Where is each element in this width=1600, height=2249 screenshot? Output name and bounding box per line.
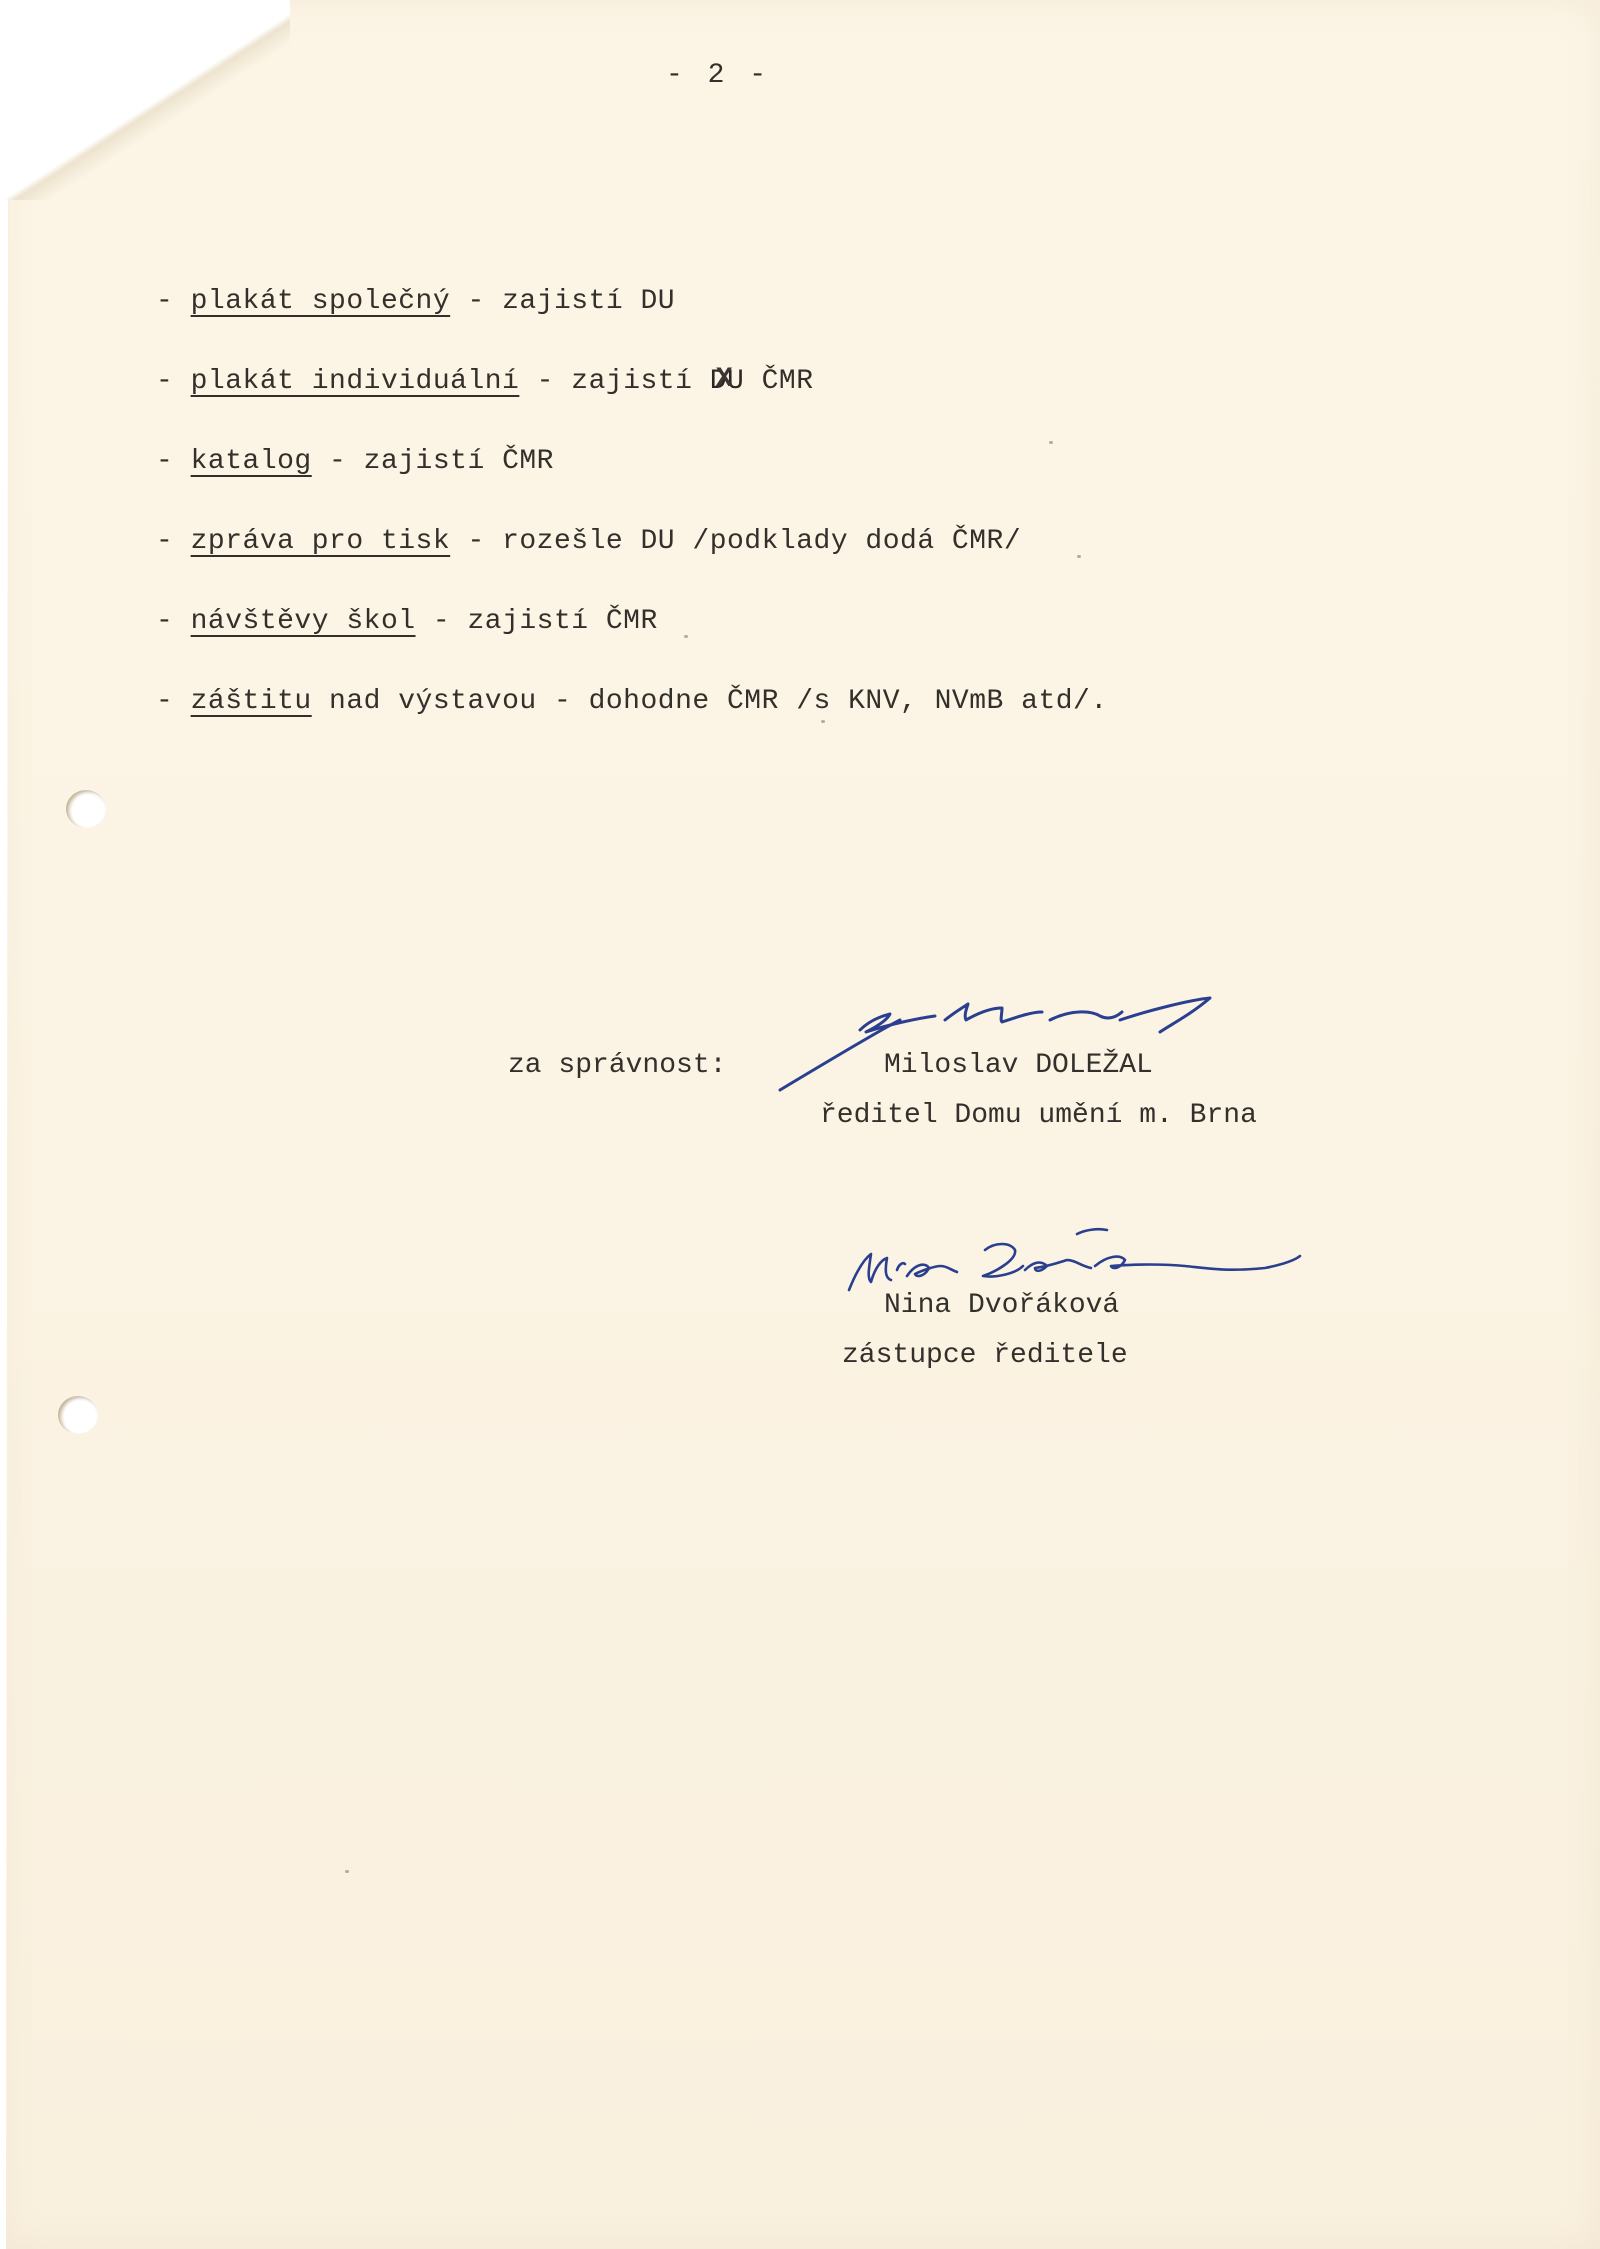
item-detail: - zajistí ČMR bbox=[311, 446, 554, 477]
item-topic: záštitu bbox=[190, 686, 312, 717]
list-item bbox=[156, 342, 1108, 422]
item-detail: nad výstavou - dohodne ČMR /s KNV, NVmB atd/. bbox=[311, 686, 1108, 717]
item-dash: - bbox=[156, 686, 191, 717]
paper-speck bbox=[345, 1870, 349, 1873]
list-item bbox=[156, 502, 1108, 582]
signer1-title: ředitel Domu umění m. Brna bbox=[820, 1100, 1257, 1131]
struck-out-text: DU X bbox=[710, 342, 745, 422]
item-detail: - zajistí ČMR bbox=[415, 606, 658, 637]
item-topic: plakát společný bbox=[190, 286, 451, 317]
correctness-label: za správnost: bbox=[508, 1050, 727, 1081]
item-detail: - zajistí bbox=[519, 366, 710, 397]
item-topic: zpráva pro tisk bbox=[190, 526, 451, 557]
signature-dolezal bbox=[770, 990, 1320, 1100]
list-item bbox=[156, 582, 1108, 662]
signer2-name: Nina Dvořáková bbox=[884, 1290, 1120, 1321]
item-dash: - bbox=[156, 446, 191, 477]
page-number: - 2 - bbox=[665, 60, 770, 91]
signer2-title: zástupce ředitele bbox=[842, 1340, 1128, 1371]
item-dash: - bbox=[156, 606, 191, 637]
list-item bbox=[156, 422, 1108, 502]
item-topic: návštěvy škol bbox=[190, 606, 416, 637]
item-dash: - bbox=[156, 366, 191, 397]
list-item bbox=[156, 662, 1108, 742]
list-item bbox=[156, 262, 1108, 342]
item-topic: katalog bbox=[190, 446, 312, 477]
signature-dvorakova bbox=[845, 1220, 1365, 1300]
item-dash: - bbox=[156, 286, 191, 317]
item-dash: - bbox=[156, 526, 191, 557]
punch-hole-top bbox=[66, 790, 106, 828]
task-list bbox=[156, 262, 1108, 742]
item-detail: - rozešle DU /podklady dodá ČMR/ bbox=[450, 526, 1022, 557]
item-detail-end: ČMR bbox=[744, 366, 814, 397]
punch-hole-bottom bbox=[58, 1396, 98, 1434]
signer1-name: Miloslav DOLEŽAL bbox=[884, 1050, 1153, 1081]
item-detail: - zajistí DU bbox=[450, 286, 676, 317]
item-topic: plakát individuální bbox=[190, 366, 520, 397]
